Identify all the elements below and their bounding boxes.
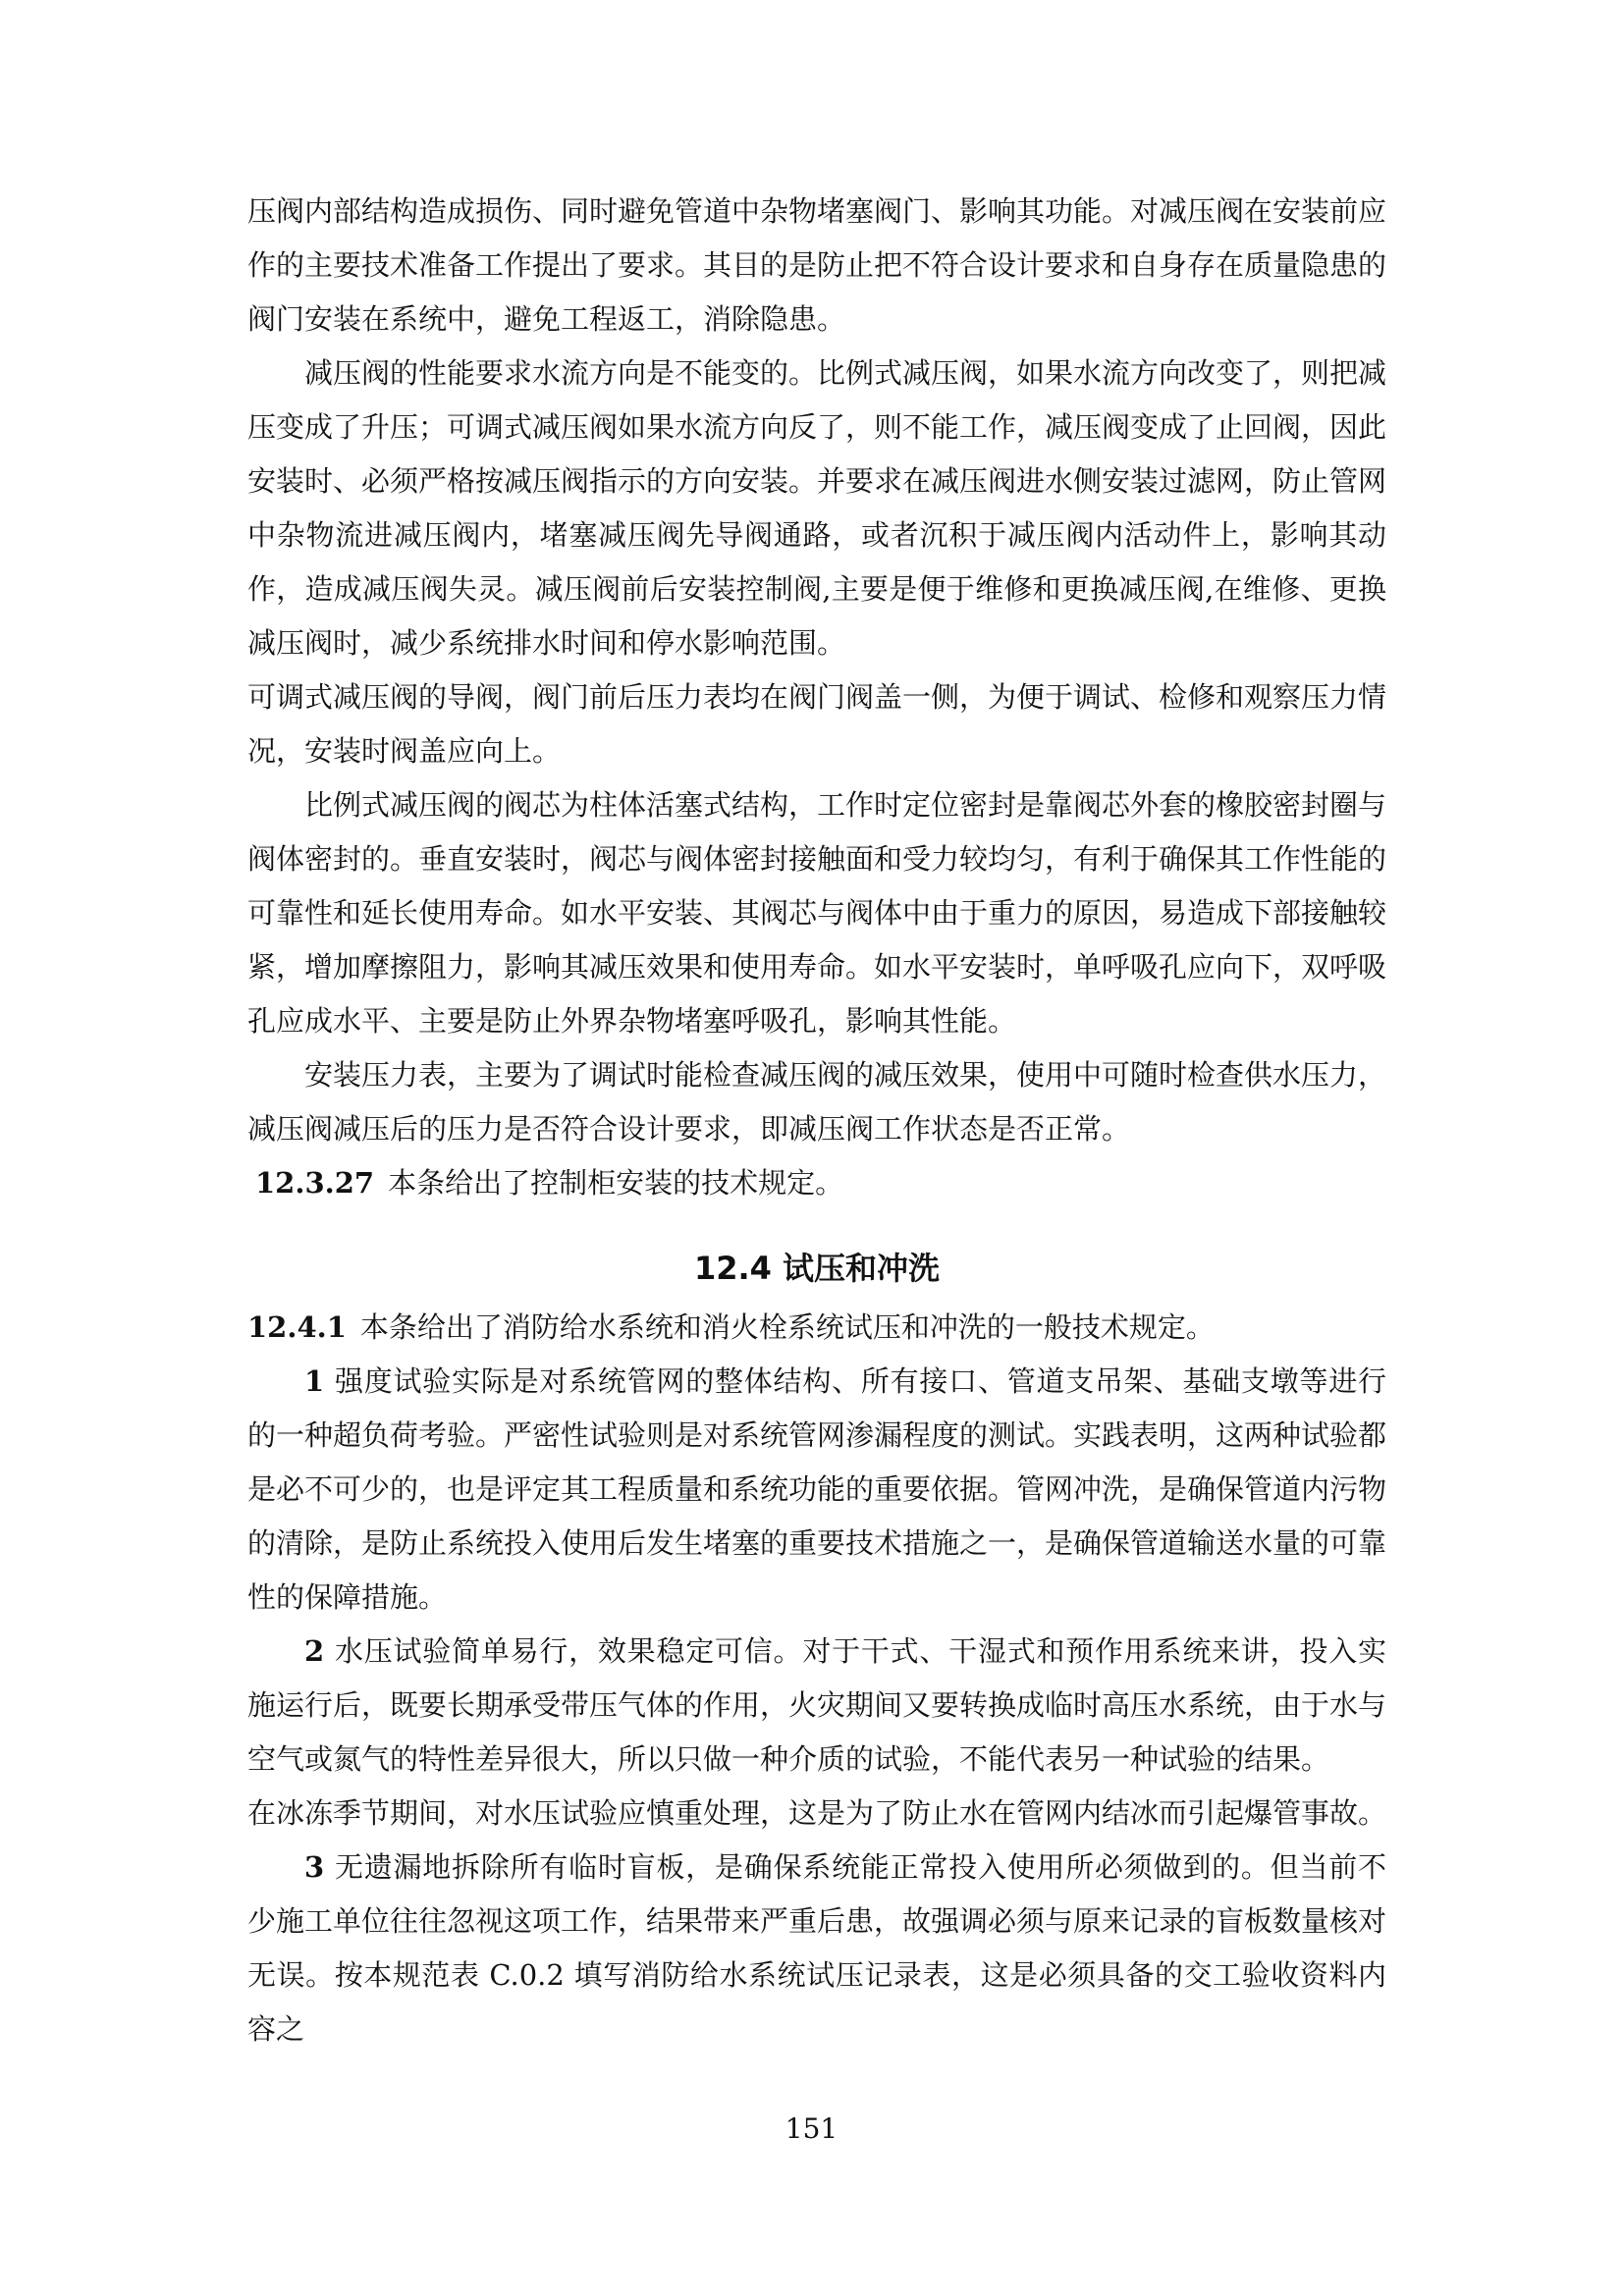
paragraph: 安装压力表，主要为了调试时能检查减压阀的减压效果，使用中可随时检查供水压力，减压阀减压后的压力是否符合设计要求，即减压阀工作状态是否正常。 (247, 1058, 1387, 1146)
page-number: 151 (784, 2112, 839, 2145)
item-text: 水压试验简单易行，效果稳定可信。对于干式、干湿式和预作用系统来讲，投入实施运行后，既要长期承受带压气体的作用，火灾期间又要转换成临时高压水系统，由于水与空气或氮气的特性差异很大，所以只做一种介质的试验，不能代表另一种试验的结果。 (247, 1634, 1387, 1776)
paragraph: 压阀内部结构造成损伤、同时避免管道中杂物堵塞阀门、影响其功能。对减压阀在安装前应作的主要技术准备工作提出了要求。其目的是防止把不符合设计要求和自身存在质量隐患的阀门安装在系统中，避免工程返工，消除隐患。 (247, 194, 1387, 336)
paragraph: 减压阀的性能要求水流方向是不能变的。比例式减压阀，如果水流方向改变了，则把减压变成了升压；可调式减压阀如果水流方向反了，则不能工作，减压阀变成了止回阀，因此安装时、必须严格按减压阀指示的方向安装。并要求在减压阀进水侧安装过滤网，防止管网中杂物流进减压阀内，堵塞减压阀先导阀通路，或者沉积于减压阀内活动件上，影响其动作，造成减压阀失灵。减压阀前后安装控制阀,主要是便于维修和更换减压阀,在维修、更换减压阀时，减少系统排水时间和停水影响范围。 (247, 356, 1387, 660)
item-number: 1 (304, 1364, 325, 1398)
clause-number: 12.4.1 (247, 1310, 347, 1344)
clause-text: 本条给出了消防给水系统和消火栓系统试压和冲洗的一般技术规定。 (359, 1310, 1215, 1344)
clause-text: 本条给出了控制柜安装的技术规定。 (388, 1166, 844, 1200)
item-text: 强度试验实际是对系统管网的整体结构、所有接口、管道支吊架、基础支墩等进行的一种超负荷考验。严密性试验则是对系统管网渗漏程度的测试。实践表明，这两种试验都是必不可少的，也是评定其工程质量和系统功能的重要依据。管网冲洗，是确保管道内污物的清除，是防止系统投入使用后发生堵塞的重要技术措施之一，是确保管道输送水量的可靠性的保障措施。 (247, 1364, 1387, 1614)
clause-number: 12.3.27 (255, 1166, 375, 1200)
document-body (247, 185, 1386, 2056)
list-item (247, 1841, 1386, 2056)
list-item (247, 1625, 1386, 1787)
clause-12-4-1 (247, 1301, 1386, 1355)
item-text: 无遗漏地拆除所有临时盲板，是确保系统能正常投入使用所必须做到的。但当前不少施工单位往往忽视这项工作，结果带来严重后患，故强调必须与原来记录的盲板数量核对无误。按本规范表 C.0.2 填写消防给水系统试压记录表，这是必须具备的交工验收资料内容之 (247, 1850, 1387, 2046)
section-heading: 12.4 试压和冲洗 (693, 1250, 941, 1287)
paragraph: 可调式减压阀的导阀，阀门前后压力表均在阀门阀盖一侧，为便于调试、检修和观察压力情况，安装时阀盖应向上。 (247, 680, 1387, 768)
item-number: 2 (304, 1634, 325, 1668)
list-item (247, 1355, 1386, 1625)
paragraph: 在冰冻季节期间，对水压试验应慎重处理，这是为了防止水在管网内结冰而引起爆管事故。 (247, 1796, 1387, 1830)
clause-12-3-27 (247, 1156, 1386, 1210)
item-number: 3 (304, 1850, 325, 1884)
paragraph: 比例式减压阀的阀芯为柱体活塞式结构，工作时定位密封是靠阀芯外套的橡胶密封圈与阀体密封的。垂直安装时，阀芯与阀体密封接触面和受力较均匀，有利于确保其工作性能的可靠性和延长使用寿命。如水平安装、其阀芯与阀体中由于重力的原因，易造成下部接触较紧，增加摩擦阻力，影响其减压效果和使用寿命。如水平安装时，单呼吸孔应向下，双呼吸孔应成水平、主要是防止外界杂物堵塞呼吸孔，影响其性能。 (247, 788, 1387, 1038)
